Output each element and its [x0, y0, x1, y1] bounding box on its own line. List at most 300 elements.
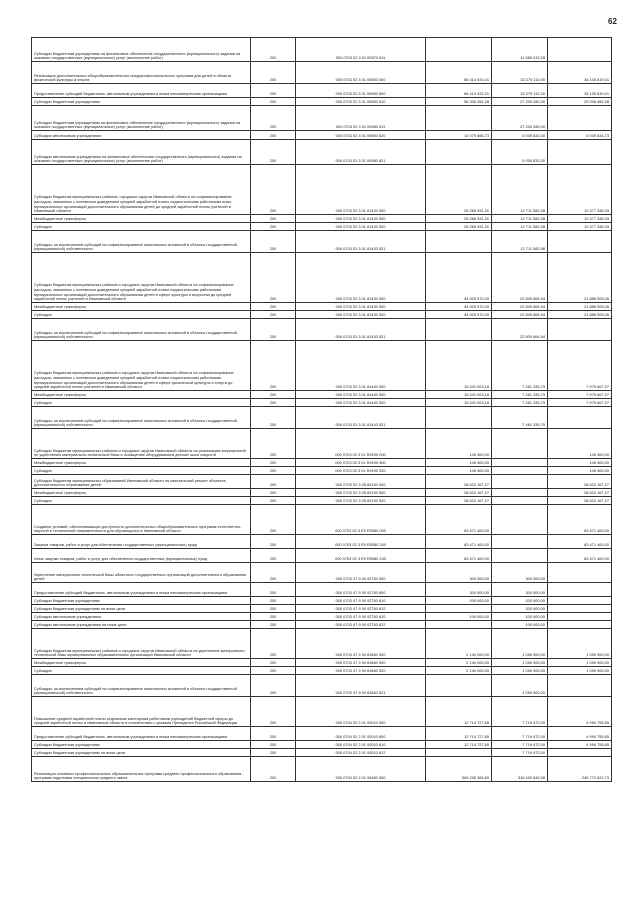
row-approved-amount: 28 622 167,27 — [426, 497, 492, 505]
row-classification-code: 000 0703 02 3 01 00580 621 — [296, 140, 426, 165]
row-classification-code: 000 0703 02 3 01 81430 521 — [296, 319, 426, 341]
row-unexecuted-amount: 4 994 755,65 — [548, 741, 612, 749]
row-name: Субсидии автономным учреждениям — [32, 613, 251, 621]
row-classification-code: 000 0703 02 3 01 00570 611 — [296, 38, 426, 62]
table-row — [32, 497, 612, 505]
row-name: Субсидии бюджетным учреждениям — [32, 741, 251, 749]
table-row — [32, 341, 612, 391]
row-name: Субсидии бюджетным учреждениям — [32, 98, 251, 106]
table-row — [32, 505, 612, 535]
row-executed-amount — [492, 475, 548, 489]
row-name: Субсидии бюджетным учреждениям на иные цели — [32, 605, 251, 613]
row-classification-code: 000 0703 02 3 01 81440 521 — [296, 407, 426, 429]
row-name: Межбюджетные трансферты — [32, 303, 251, 311]
row-executed-amount — [492, 535, 548, 549]
row-executed-amount: 12 711 582,98 — [492, 231, 548, 253]
table-row — [32, 106, 612, 131]
table-row — [32, 605, 612, 613]
table-row — [32, 535, 612, 549]
row-name: Иные закупки товаров, работ и услуг для обеспечения государственных (муниципальных) нужд — [32, 549, 251, 563]
row-executed-amount: 27 239 280,00 — [492, 106, 548, 131]
row-classification-code: 000 0703 02 3 01 81420 500 — [296, 215, 426, 223]
row-classification-code: 000 0703 02 3 01 00580 000 — [296, 62, 426, 84]
row-approved-amount — [426, 749, 492, 757]
row-approved-amount: 56 335 264,28 — [426, 98, 492, 106]
table-row — [32, 429, 612, 459]
row-approved-amount: 10 079 666,73 — [426, 131, 492, 140]
row-code: 200 — [251, 140, 296, 165]
row-approved-amount: 44 525 570,00 — [426, 303, 492, 311]
row-approved-amount: 200 000,00 — [426, 597, 492, 605]
row-unexecuted-amount: 145 300,00 — [548, 459, 612, 467]
row-name: Межбюджетные трансферты — [32, 489, 251, 497]
row-unexecuted-amount: 145 300,00 — [548, 429, 612, 459]
row-code: 200 — [251, 84, 296, 98]
row-unexecuted-amount: 83 471 400,00 — [548, 549, 612, 563]
table-row — [32, 667, 612, 675]
row-name: Реализация дополнительных общеобразовательных предпрофессиональных программ для детей в области физической культуры и спорта — [32, 62, 251, 84]
row-approved-amount: 44 525 570,00 — [426, 253, 492, 303]
row-executed-amount: 5 039 832,00 — [492, 131, 548, 140]
table-row — [32, 253, 612, 303]
row-approved-amount — [426, 605, 492, 613]
row-approved-amount: 86 414 931,01 — [426, 84, 492, 98]
row-unexecuted-amount: 1 090 000,00 — [548, 667, 612, 675]
row-unexecuted-amount: 21 686 905,06 — [548, 303, 612, 311]
row-unexecuted-amount — [548, 675, 612, 697]
row-unexecuted-amount: 21 686 905,06 — [548, 311, 612, 319]
row-unexecuted-amount — [548, 621, 612, 629]
row-name: Субсидии бюджетам муниципальных районов и городских округов Ивановской области на софинансирование расходов, связанных с поэтапным доведением средней заработной платы педагогическим работникам муниципальных организаций дополнительного образования детей в сфере физической культуры и спорта до средней заработной платы учителей в Ивановской области — [32, 341, 251, 391]
row-name: Межбюджетные трансферты — [32, 459, 251, 467]
row-approved-amount: 83 471 400,00 — [426, 535, 492, 549]
row-classification-code: 000 0703 47 9 00 02750 622 — [296, 621, 426, 629]
row-classification-code: 000 0703 02 3 01 81420 520 — [296, 223, 426, 231]
row-classification-code: 000 0704 02 2 01 00010 612 — [296, 749, 426, 757]
table-row — [32, 727, 612, 741]
row-unexecuted-amount — [548, 583, 612, 597]
row-executed-amount: 12 711 582,98 — [492, 215, 548, 223]
table-row — [32, 467, 612, 475]
row-code: 200 — [251, 549, 296, 563]
row-classification-code: 000 0703 02 3 05 83190 500 — [296, 489, 426, 497]
row-classification-code: 000 0703 02 3 01 R5190 000 — [296, 429, 426, 459]
row-name: Повышение средней заработной платы отдельным категориям работников учреждений бюджетной сферы до средней заработной платы в Ивановской области в соответствии с указами Президента Российской Федерации — [32, 697, 251, 727]
row-code: 200 — [251, 749, 296, 757]
row-classification-code: 000 0703 02 3 Е5 R5380 000 — [296, 505, 426, 535]
row-executed-amount: 7 461 335,79 — [492, 341, 548, 391]
table-row — [32, 38, 612, 62]
budget-table — [31, 37, 612, 782]
row-classification-code: 000 0703 47 9 00 81660 000 — [296, 629, 426, 659]
table-row — [32, 399, 612, 407]
row-executed-amount — [492, 505, 548, 535]
row-code: 200 — [251, 131, 296, 140]
row-name: Межбюджетные трансферты — [32, 215, 251, 223]
row-name: Субсидии, за исключением субсидий на софинансирование капитальных вложений в объекты государственной (муниципальной) собственности — [32, 319, 251, 341]
table-row — [32, 303, 612, 311]
row-approved-amount: 15 441 003,16 — [426, 341, 492, 391]
row-approved-amount: 100 000,00 — [426, 613, 492, 621]
row-code: 200 — [251, 697, 296, 727]
row-approved-amount: 83 471 400,00 — [426, 549, 492, 563]
row-code: 200 — [251, 391, 296, 399]
row-unexecuted-amount: 7 979 667,37 — [548, 391, 612, 399]
row-unexecuted-amount: 12 577 348,33 — [548, 215, 612, 223]
row-unexecuted-amount — [548, 140, 612, 165]
row-classification-code: 000 0703 02 3 01 81430 000 — [296, 253, 426, 303]
row-classification-code: 000 0703 47 9 00 02750 620 — [296, 613, 426, 621]
row-executed-amount: 12 711 582,98 — [492, 223, 548, 231]
row-unexecuted-amount: 145 300,00 — [548, 467, 612, 475]
row-name: Субсидии бюджетам муниципальных образований Ивановской области на капитальный ремонт объектов дополнительного образования детей — [32, 475, 251, 489]
row-code: 200 — [251, 667, 296, 675]
row-code: 200 — [251, 165, 296, 215]
row-classification-code: 000 0703 47 9 00 81660 500 — [296, 659, 426, 667]
row-executed-amount: 200 000,00 — [492, 605, 548, 613]
row-approved-amount — [426, 231, 492, 253]
table-row — [32, 757, 612, 782]
row-code: 200 — [251, 489, 296, 497]
row-code: 200 — [251, 583, 296, 597]
row-unexecuted-amount — [548, 749, 612, 757]
row-approved-amount: 25 268 931,31 — [426, 223, 492, 231]
row-code: 200 — [251, 597, 296, 605]
row-unexecuted-amount: 21 686 905,06 — [548, 253, 612, 303]
row-classification-code: 000 0703 02 3 01 81440 000 — [296, 341, 426, 391]
row-approved-amount: 44 525 570,00 — [426, 311, 492, 319]
row-classification-code: 000 0703 47 9 00 02750 600 — [296, 583, 426, 597]
row-name: Субсидии бюджетам муниципальных районов и городских округов Ивановской области на укрепление материально-технической базы муниципальных образовательных организаций Ивановской области — [32, 629, 251, 659]
row-approved-amount: 2 140 000,00 — [426, 629, 492, 659]
row-approved-amount: 2 140 000,00 — [426, 667, 492, 675]
row-approved-amount — [426, 38, 492, 62]
row-code: 200 — [251, 757, 296, 782]
row-executed-amount: 7 719 972,00 — [492, 749, 548, 757]
row-classification-code: 000 0704 02 2 01 00010 610 — [296, 741, 426, 749]
row-executed-amount: 7 719 972,00 — [492, 741, 548, 749]
row-name: Закупка товаров, работ и услуг для обеспечения государственных (муниципальных) нужд — [32, 535, 251, 549]
row-classification-code: 000 0703 47 9 00 02750 610 — [296, 597, 426, 605]
row-classification-code: 000 0703 02 3 01 00580 620 — [296, 131, 426, 140]
row-classification-code: 000 0704 02 2 01 00010 600 — [296, 727, 426, 741]
row-code: 200 — [251, 98, 296, 106]
table-row — [32, 140, 612, 165]
row-unexecuted-amount: 5 039 834,73 — [548, 131, 612, 140]
row-executed-amount: 1 050 000,00 — [492, 667, 548, 675]
row-name: Субсидии бюджетным учреждениям на финансовое обеспечение государственного (муниципального) задания на оказание государственных (муниципальных) услуг (выполнение работ) — [32, 106, 251, 131]
row-executed-amount: 7 461 335,79 — [492, 391, 548, 399]
row-executed-amount: 22 839 664,94 — [492, 253, 548, 303]
row-unexecuted-amount: 7 979 667,37 — [548, 341, 612, 391]
table-row — [32, 489, 612, 497]
row-executed-amount: 11 680 613,28 — [492, 38, 548, 62]
row-approved-amount: 86 414 931,01 — [426, 62, 492, 84]
row-classification-code: 000 0703 02 3 01 R5190 500 — [296, 459, 426, 467]
row-unexecuted-amount: 28 622 167,27 — [548, 489, 612, 497]
row-executed-amount: 12 711 582,98 — [492, 165, 548, 215]
row-name: Субсидии, за исключением субсидий на софинансирование капитальных вложений в объекты государственной (муниципальной) собственности — [32, 231, 251, 253]
row-executed-amount: 32 279 112,00 — [492, 62, 548, 84]
row-code: 200 — [251, 727, 296, 741]
row-name: Субсидии — [32, 497, 251, 505]
row-executed-amount: 22 839 664,94 — [492, 303, 548, 311]
row-unexecuted-amount — [548, 407, 612, 429]
row-unexecuted-amount: 1 090 000,00 — [548, 629, 612, 659]
row-name: Субсидии, за исключением субсидий на софинансирование капитальных вложений в объекты государственной (муниципальной) собственности — [32, 675, 251, 697]
table-row — [32, 391, 612, 399]
row-name: Субсидии автономным учреждениям — [32, 131, 251, 140]
row-unexecuted-amount: 7 979 667,37 — [548, 399, 612, 407]
row-approved-amount: 25 268 931,31 — [426, 165, 492, 215]
row-name: Субсидии бюджетам муниципальных районов, городских округов Ивановской области на софинансирование расходов, связанных с поэтапным доведением средней заработной платы педагогическим работникам иных муниципальных организаций дополнительного образования детей до средней заработной платы учителей в Ивановской области — [32, 165, 251, 215]
row-name: Субсидии автономным учреждениям на финансовое обеспечение государственного (муниципального) задания на оказание государственных (муниципальных) услуг (выполнение работ) — [32, 140, 251, 165]
row-approved-amount: 15 441 003,16 — [426, 399, 492, 407]
row-unexecuted-amount: 29 096 984,28 — [548, 98, 612, 106]
row-approved-amount: 83 471 400,00 — [426, 505, 492, 535]
row-unexecuted-amount: 83 471 400,00 — [548, 505, 612, 535]
row-name: Субсидии — [32, 223, 251, 231]
row-classification-code: 000 0703 02 3 01 81420 000 — [296, 165, 426, 215]
row-classification-code: 000 0704 02 2 01 00010 000 — [296, 697, 426, 727]
table-row — [32, 319, 612, 341]
row-unexecuted-amount — [548, 563, 612, 583]
table-row — [32, 98, 612, 106]
table-row — [32, 231, 612, 253]
row-approved-amount — [426, 407, 492, 429]
row-unexecuted-amount — [548, 38, 612, 62]
budget-table-body — [32, 38, 612, 782]
row-name: Субсидии — [32, 467, 251, 475]
row-unexecuted-amount: 12 577 348,33 — [548, 223, 612, 231]
row-code: 200 — [251, 659, 296, 667]
table-row — [32, 549, 612, 563]
row-code: 200 — [251, 215, 296, 223]
row-code: 200 — [251, 106, 296, 131]
row-classification-code: 000 0703 02 3 01 R5190 520 — [296, 467, 426, 475]
table-row — [32, 223, 612, 231]
row-classification-code: 000 0703 02 3 01 81430 520 — [296, 311, 426, 319]
row-name: Субсидии, за исключением субсидий на софинансирование капитальных вложений в объекты государственной (муниципальной) собственности — [32, 407, 251, 429]
table-row — [32, 131, 612, 140]
row-name: Создание условий, обеспечивающих доступность дополнительных общеобразовательных программ естественно-научной и технической направленности для обучающихся в Ивановской области — [32, 505, 251, 535]
row-executed-amount: 1 050 000,00 — [492, 659, 548, 667]
row-name: Укрепление материально-технической базы областных государственных организаций дополнительного образования детей — [32, 563, 251, 583]
row-approved-amount: 145 300,00 — [426, 459, 492, 467]
row-classification-code: 000 0703 47 9 00 81660 520 — [296, 667, 426, 675]
row-name: Предоставление субсидий бюджетным, автономным учреждениям и иным некоммерческим организациям — [32, 727, 251, 741]
row-executed-amount: 27 239 280,00 — [492, 98, 548, 106]
row-executed-amount: 7 719 972,00 — [492, 727, 548, 741]
table-row — [32, 659, 612, 667]
row-code: 200 — [251, 231, 296, 253]
table-row — [32, 741, 612, 749]
row-executed-amount — [492, 467, 548, 475]
row-approved-amount: 15 441 003,16 — [426, 391, 492, 399]
row-code: 200 — [251, 741, 296, 749]
row-classification-code: 000 0704 02 2 01 00460 000 — [296, 757, 426, 782]
row-executed-amount: 7 461 335,79 — [492, 399, 548, 407]
table-row — [32, 597, 612, 605]
row-unexecuted-amount — [548, 613, 612, 621]
table-row — [32, 407, 612, 429]
row-code: 200 — [251, 319, 296, 341]
row-code: 200 — [251, 223, 296, 231]
row-classification-code: 000 0703 47 9 00 81660 521 — [296, 675, 426, 697]
row-approved-amount — [426, 106, 492, 131]
row-name: Реализация основных профессиональных образовательных программ среднего профессионального образования - программ подготовки специалистов среднего звена — [32, 757, 251, 782]
row-unexecuted-amount: 34 135 819,01 — [548, 62, 612, 84]
row-approved-amount: 145 300,00 — [426, 467, 492, 475]
row-executed-amount: 100 000,00 — [492, 613, 548, 621]
row-name: Субсидии — [32, 399, 251, 407]
table-row — [32, 675, 612, 697]
row-name: Субсидии — [32, 667, 251, 675]
row-code: 200 — [251, 62, 296, 84]
row-unexecuted-amount — [548, 231, 612, 253]
row-classification-code: 000 0703 02 3 05 83190 000 — [296, 475, 426, 489]
row-code: 200 — [251, 505, 296, 535]
row-approved-amount: 28 622 167,27 — [426, 489, 492, 497]
row-name: Субсидии автономным учреждениям на иные цели — [32, 621, 251, 629]
row-unexecuted-amount: 28 622 167,27 — [548, 475, 612, 489]
row-classification-code: 000 0703 02 3 Е5 R5380 240 — [296, 549, 426, 563]
row-code: 200 — [251, 467, 296, 475]
row-executed-amount — [492, 459, 548, 467]
table-row — [32, 311, 612, 319]
row-code: 200 — [251, 399, 296, 407]
table-row — [32, 749, 612, 757]
row-executed-amount: 300 000,00 — [492, 563, 548, 583]
row-name: Субсидии бюджетам муниципальных районов и городских округов Ивановской области на софинансирование расходов, связанных с поэтапным доведением средней заработной платы педагогическим работникам муниципальных организаций дополнительного образования детей в сфере культуры и искусства до средней заработной платы учителей в Ивановской области — [32, 253, 251, 303]
row-executed-amount: 7 719 972,00 — [492, 697, 548, 727]
row-name: Предоставление субсидий бюджетным, автономным учреждениям и иным некоммерческим организациям — [32, 84, 251, 98]
row-unexecuted-amount: 4 994 755,65 — [548, 697, 612, 727]
row-code: 200 — [251, 613, 296, 621]
row-unexecuted-amount — [548, 605, 612, 613]
table-row — [32, 583, 612, 597]
row-approved-amount: 145 300,00 — [426, 429, 492, 459]
row-approved-amount: 12 714 727,65 — [426, 697, 492, 727]
row-classification-code: 000 0703 02 3 05 83190 520 — [296, 497, 426, 505]
row-code: 200 — [251, 459, 296, 467]
row-approved-amount: 12 714 727,65 — [426, 741, 492, 749]
row-executed-amount: 1 050 000,00 — [492, 629, 548, 659]
row-classification-code: 000 0703 02 3 01 81430 500 — [296, 303, 426, 311]
row-unexecuted-amount: 34 135 819,01 — [548, 84, 612, 98]
table-row — [32, 563, 612, 583]
row-code: 200 — [251, 629, 296, 659]
row-code: 200 — [251, 407, 296, 429]
row-executed-amount: 32 279 112,00 — [492, 84, 548, 98]
row-unexecuted-amount — [548, 106, 612, 131]
row-name: Субсидии — [32, 311, 251, 319]
row-unexecuted-amount — [548, 319, 612, 341]
row-executed-amount — [492, 429, 548, 459]
table-row — [32, 62, 612, 84]
row-classification-code: 000 0703 02 3 01 81440 500 — [296, 391, 426, 399]
row-executed-amount: 316 432 649,08 — [492, 757, 548, 782]
row-executed-amount: 100 000,00 — [492, 621, 548, 629]
table-row — [32, 621, 612, 629]
row-classification-code: 000 0703 02 3 Е5 R5380 200 — [296, 535, 426, 549]
row-classification-code: 000 0703 02 3 01 81440 520 — [296, 399, 426, 407]
row-approved-amount: 12 714 727,65 — [426, 727, 492, 741]
row-approved-amount — [426, 319, 492, 341]
table-row — [32, 165, 612, 215]
page-number: 62 — [608, 17, 617, 26]
row-name: Субсидии бюджетам муниципальных районов и городских округов Ивановской области на реализацию мероприятий по укреплению материально-технической базы и оснащению оборудованием детских школ искусств — [32, 429, 251, 459]
row-classification-code: 000 0703 02 3 01 00580 610 — [296, 98, 426, 106]
table-row — [32, 629, 612, 659]
row-classification-code: 000 0703 02 3 01 00580 611 — [296, 106, 426, 131]
row-executed-amount — [492, 489, 548, 497]
row-approved-amount: 300 000,00 — [426, 563, 492, 583]
row-code: 200 — [251, 563, 296, 583]
row-code: 200 — [251, 535, 296, 549]
row-name: Межбюджетные трансферты — [32, 659, 251, 667]
row-name: Субсидии бюджетным учреждениям на иные цели — [32, 749, 251, 757]
row-unexecuted-amount: 1 090 000,00 — [548, 659, 612, 667]
row-executed-amount: 7 461 335,79 — [492, 407, 548, 429]
row-code: 200 — [251, 621, 296, 629]
row-executed-amount: 22 839 664,94 — [492, 319, 548, 341]
row-code: 200 — [251, 497, 296, 505]
table-row — [32, 459, 612, 467]
row-approved-amount: 300 000,00 — [426, 583, 492, 597]
row-code: 200 — [251, 675, 296, 697]
row-executed-amount: 200 000,00 — [492, 597, 548, 605]
row-executed-amount: 1 050 000,00 — [492, 675, 548, 697]
table-row — [32, 697, 612, 727]
row-classification-code: 000 0703 47 9 00 02750 612 — [296, 605, 426, 613]
row-approved-amount: 25 288 931,31 — [426, 215, 492, 223]
row-code: 200 — [251, 475, 296, 489]
row-approved-amount: 569 205 363,89 — [426, 757, 492, 782]
row-code: 200 — [251, 38, 296, 62]
row-executed-amount — [492, 549, 548, 563]
row-approved-amount — [426, 621, 492, 629]
row-code: 200 — [251, 303, 296, 311]
table-row — [32, 215, 612, 223]
row-name: Предоставление субсидий бюджетным, автономным учреждениям и иным некоммерческим организациям — [32, 583, 251, 597]
row-classification-code: 000 0703 02 3 01 00580 600 — [296, 84, 426, 98]
table-row — [32, 475, 612, 489]
row-code: 200 — [251, 253, 296, 303]
row-executed-amount: 22 839 664,94 — [492, 311, 548, 319]
row-executed-amount — [492, 497, 548, 505]
row-code: 200 — [251, 311, 296, 319]
row-approved-amount: 2 140 000,00 — [426, 659, 492, 667]
row-classification-code: 000 0703 47 9 00 02750 000 — [296, 563, 426, 583]
row-unexecuted-amount: 28 622 167,27 — [548, 497, 612, 505]
row-unexecuted-amount: 249 772 622,73 — [548, 757, 612, 782]
row-unexecuted-amount: 4 994 755,65 — [548, 727, 612, 741]
row-name: Субсидии бюджетным учреждениям на финансовое обеспечение государственного (муниципального) задания на оказание государственных (муниципальных) услуг (выполнение работ) — [32, 38, 251, 62]
row-unexecuted-amount — [548, 597, 612, 605]
row-unexecuted-amount: 12 577 348,33 — [548, 165, 612, 215]
row-approved-amount — [426, 675, 492, 697]
row-approved-amount: 28 622 167,27 — [426, 475, 492, 489]
row-name: Субсидии бюджетным учреждениям — [32, 597, 251, 605]
row-name: Межбюджетные трансферты — [32, 391, 251, 399]
row-classification-code: 000 0703 02 3 01 81420 521 — [296, 231, 426, 253]
row-code: 200 — [251, 429, 296, 459]
table-row — [32, 613, 612, 621]
row-code: 200 — [251, 605, 296, 613]
row-unexecuted-amount: 83 471 400,00 — [548, 535, 612, 549]
row-executed-amount: 5 039 832,00 — [492, 140, 548, 165]
